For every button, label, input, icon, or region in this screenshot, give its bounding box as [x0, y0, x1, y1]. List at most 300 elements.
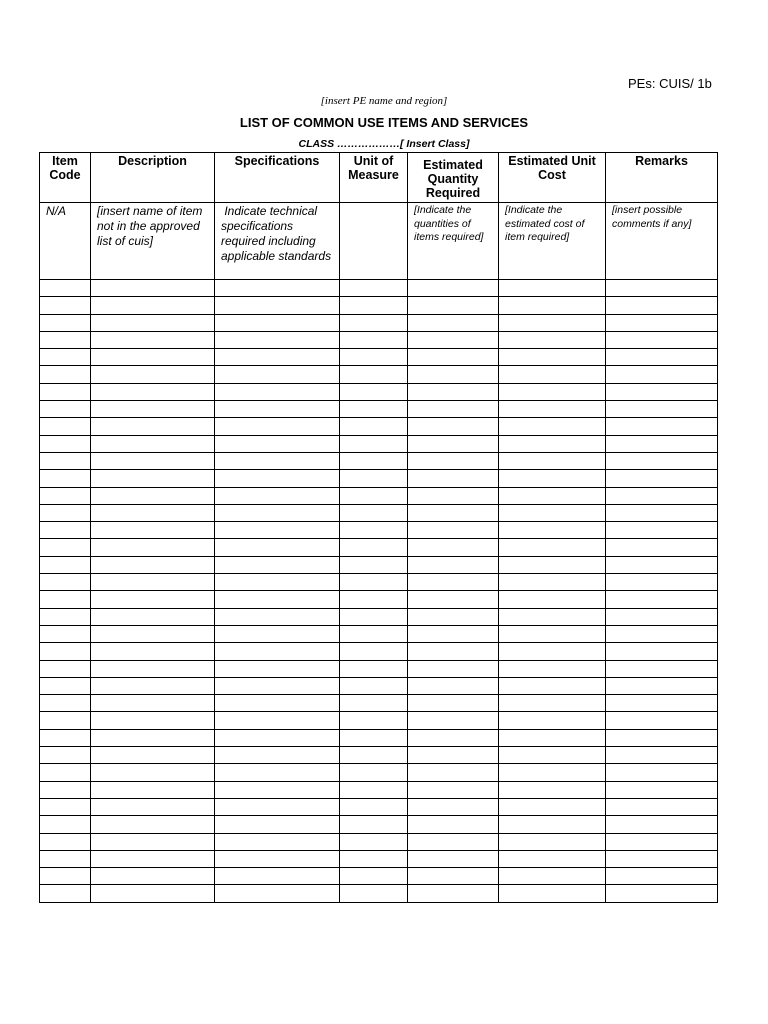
table-cell[interactable] [215, 280, 340, 297]
table-cell[interactable] [408, 556, 499, 573]
table-row [40, 487, 718, 504]
table-cell[interactable] [40, 712, 91, 729]
table-cell[interactable] [40, 747, 91, 764]
table-row [40, 280, 718, 297]
table-row [40, 781, 718, 798]
table-row [40, 625, 718, 642]
table-cell[interactable] [340, 781, 408, 798]
table-cell[interactable] [499, 677, 606, 694]
table-cell[interactable] [340, 487, 408, 504]
table-cell[interactable] [40, 401, 91, 418]
table-cell[interactable] [91, 556, 215, 573]
table-cell[interactable] [215, 383, 340, 400]
table-cell[interactable] [606, 280, 718, 297]
table-cell[interactable] [499, 452, 606, 469]
table-cell[interactable] [40, 625, 91, 642]
table-cell[interactable] [408, 781, 499, 798]
table-cell[interactable] [408, 729, 499, 746]
table-cell[interactable] [340, 504, 408, 521]
table-cell[interactable] [408, 695, 499, 712]
sample-unit-of-measure [340, 203, 408, 280]
table-cell[interactable] [606, 539, 718, 556]
table-cell[interactable] [606, 452, 718, 469]
table-cell[interactable] [340, 297, 408, 314]
table-cell[interactable] [606, 850, 718, 867]
table-row [40, 297, 718, 314]
table-cell[interactable] [499, 331, 606, 348]
table-cell[interactable] [606, 764, 718, 781]
table-cell[interactable] [499, 643, 606, 660]
table-cell[interactable] [215, 522, 340, 539]
table-cell[interactable] [91, 695, 215, 712]
table-cell[interactable] [40, 487, 91, 504]
table-cell[interactable] [606, 885, 718, 902]
table-cell[interactable] [91, 885, 215, 902]
table-cell[interactable] [340, 556, 408, 573]
table-cell[interactable] [408, 452, 499, 469]
table-cell[interactable] [408, 435, 499, 452]
table-cell[interactable] [340, 366, 408, 383]
table-cell[interactable] [408, 297, 499, 314]
table-cell[interactable] [91, 522, 215, 539]
table-cell[interactable] [499, 729, 606, 746]
table-cell[interactable] [499, 574, 606, 591]
table-cell[interactable] [606, 331, 718, 348]
table-row [40, 591, 718, 608]
items-table [39, 152, 718, 903]
table-cell[interactable] [606, 522, 718, 539]
table-row [40, 712, 718, 729]
table-cell[interactable] [408, 816, 499, 833]
table-cell[interactable] [606, 712, 718, 729]
table-cell[interactable] [408, 401, 499, 418]
sample-item-code: N/A [40, 203, 91, 280]
table-cell[interactable] [215, 643, 340, 660]
table-cell[interactable] [408, 712, 499, 729]
table-cell[interactable] [91, 677, 215, 694]
table-cell[interactable] [40, 383, 91, 400]
table-cell[interactable] [40, 366, 91, 383]
table-cell[interactable] [606, 349, 718, 366]
table-cell[interactable] [340, 470, 408, 487]
table-row [40, 418, 718, 435]
table-cell[interactable] [215, 591, 340, 608]
table-cell[interactable] [40, 314, 91, 331]
table-cell[interactable] [340, 625, 408, 642]
table-cell[interactable] [40, 522, 91, 539]
table-cell[interactable] [91, 591, 215, 608]
sample-remarks: [insert possible comments if any] [606, 203, 718, 280]
table-cell[interactable] [408, 349, 499, 366]
table-cell[interactable] [340, 747, 408, 764]
table-row [40, 764, 718, 781]
table-cell[interactable] [606, 729, 718, 746]
table-row [40, 798, 718, 815]
table-cell[interactable] [215, 539, 340, 556]
table-cell[interactable] [40, 591, 91, 608]
table-cell[interactable] [215, 349, 340, 366]
table-cell[interactable] [340, 695, 408, 712]
table-cell[interactable] [499, 280, 606, 297]
table-row [40, 522, 718, 539]
table-cell[interactable] [215, 781, 340, 798]
table-cell[interactable] [499, 366, 606, 383]
table-cell[interactable] [215, 729, 340, 746]
table-cell[interactable] [91, 850, 215, 867]
table-cell[interactable] [408, 487, 499, 504]
table-cell[interactable] [606, 608, 718, 625]
table-row [40, 539, 718, 556]
table-cell[interactable] [40, 816, 91, 833]
table-cell[interactable] [91, 280, 215, 297]
table-cell[interactable] [215, 695, 340, 712]
table-cell[interactable] [215, 850, 340, 867]
table-cell[interactable] [499, 487, 606, 504]
column-header-estimated-unit-cost: Estimated Unit Cost [499, 153, 606, 203]
table-cell[interactable] [408, 504, 499, 521]
table-cell[interactable] [408, 677, 499, 694]
table-cell[interactable] [606, 677, 718, 694]
table-cell[interactable] [499, 556, 606, 573]
table-cell[interactable] [408, 418, 499, 435]
table-cell[interactable] [408, 314, 499, 331]
table-row [40, 435, 718, 452]
table-cell[interactable] [40, 435, 91, 452]
table-cell[interactable] [215, 452, 340, 469]
table-cell[interactable] [499, 591, 606, 608]
table-cell[interactable] [340, 660, 408, 677]
table-cell[interactable] [499, 539, 606, 556]
column-header-remarks: Remarks [606, 153, 718, 203]
table-cell[interactable] [408, 885, 499, 902]
table-cell[interactable] [215, 418, 340, 435]
table-cell[interactable] [40, 833, 91, 850]
table-cell[interactable] [340, 349, 408, 366]
table-cell[interactable] [340, 280, 408, 297]
table-cell[interactable] [91, 401, 215, 418]
table-cell[interactable] [40, 297, 91, 314]
table-row [40, 660, 718, 677]
table-cell[interactable] [340, 539, 408, 556]
table-cell[interactable] [40, 608, 91, 625]
table-row [40, 695, 718, 712]
table-cell[interactable] [499, 522, 606, 539]
table-cell[interactable] [215, 556, 340, 573]
class-line: CLASS ………………[ Insert Class] [298, 138, 470, 150]
table-cell[interactable] [499, 816, 606, 833]
table-cell[interactable] [91, 747, 215, 764]
table-cell[interactable] [91, 470, 215, 487]
table-cell[interactable] [215, 885, 340, 902]
table-cell[interactable] [499, 418, 606, 435]
table-cell[interactable] [606, 591, 718, 608]
table-cell[interactable] [91, 383, 215, 400]
table-row [40, 504, 718, 521]
table-cell[interactable] [91, 574, 215, 591]
table-cell[interactable] [40, 452, 91, 469]
table-cell[interactable] [499, 401, 606, 418]
table-cell[interactable] [91, 297, 215, 314]
table-cell[interactable] [408, 868, 499, 885]
table-cell[interactable] [91, 366, 215, 383]
table-cell[interactable] [340, 643, 408, 660]
table-cell[interactable] [215, 868, 340, 885]
table-cell[interactable] [215, 574, 340, 591]
table-cell[interactable] [340, 816, 408, 833]
table-cell[interactable] [91, 798, 215, 815]
document-title: LIST OF COMMON USE ITEMS AND SERVICES [239, 115, 529, 130]
table-cell[interactable] [215, 816, 340, 833]
table-cell[interactable] [499, 314, 606, 331]
table-cell[interactable] [606, 487, 718, 504]
table-cell[interactable] [340, 885, 408, 902]
table-cell[interactable] [340, 798, 408, 815]
table-cell[interactable] [40, 764, 91, 781]
table-cell[interactable] [499, 868, 606, 885]
table-cell[interactable] [340, 383, 408, 400]
table-cell[interactable] [499, 764, 606, 781]
table-cell[interactable] [606, 625, 718, 642]
table-cell[interactable] [91, 539, 215, 556]
table-row [40, 314, 718, 331]
table-cell[interactable] [40, 695, 91, 712]
table-cell[interactable] [499, 297, 606, 314]
table-cell[interactable] [408, 747, 499, 764]
table-cell[interactable] [340, 608, 408, 625]
table-cell[interactable] [91, 487, 215, 504]
table-cell[interactable] [408, 574, 499, 591]
table-cell[interactable] [340, 331, 408, 348]
table-cell[interactable] [499, 850, 606, 867]
table-cell[interactable] [340, 833, 408, 850]
table-cell[interactable] [499, 625, 606, 642]
table-cell[interactable] [40, 868, 91, 885]
table-cell[interactable] [606, 470, 718, 487]
table-cell[interactable] [606, 816, 718, 833]
table-cell[interactable] [91, 314, 215, 331]
table-cell[interactable] [215, 764, 340, 781]
table-cell[interactable] [91, 712, 215, 729]
table-cell[interactable] [408, 850, 499, 867]
table-cell[interactable] [215, 297, 340, 314]
table-cell[interactable] [499, 885, 606, 902]
table-row [40, 868, 718, 885]
table-cell[interactable] [499, 383, 606, 400]
table-row [40, 574, 718, 591]
table-cell[interactable] [499, 435, 606, 452]
table-cell[interactable] [340, 574, 408, 591]
table-cell[interactable] [606, 868, 718, 885]
table-row [40, 331, 718, 348]
table-cell[interactable] [606, 314, 718, 331]
table-cell[interactable] [40, 418, 91, 435]
table-cell[interactable] [408, 643, 499, 660]
table-cell[interactable] [606, 833, 718, 850]
table-cell[interactable] [340, 418, 408, 435]
table-row [40, 401, 718, 418]
table-cell[interactable] [340, 729, 408, 746]
table-cell[interactable] [215, 504, 340, 521]
table-cell[interactable] [606, 366, 718, 383]
table-cell[interactable] [91, 504, 215, 521]
table-cell[interactable] [340, 314, 408, 331]
table-cell[interactable] [40, 781, 91, 798]
table-cell[interactable] [499, 608, 606, 625]
table-row [40, 349, 718, 366]
table-cell[interactable] [215, 366, 340, 383]
table-row [40, 885, 718, 902]
table-cell[interactable] [215, 314, 340, 331]
table-cell[interactable] [606, 695, 718, 712]
table-cell[interactable] [499, 504, 606, 521]
table-cell[interactable] [215, 677, 340, 694]
table-cell[interactable] [91, 781, 215, 798]
pe-name-placeholder: [insert PE name and region] [320, 95, 448, 107]
table-cell[interactable] [340, 435, 408, 452]
table-cell[interactable] [91, 349, 215, 366]
table-cell[interactable] [606, 574, 718, 591]
table-cell[interactable] [340, 452, 408, 469]
table-cell[interactable] [40, 574, 91, 591]
table-cell[interactable] [40, 677, 91, 694]
table-cell[interactable] [40, 798, 91, 815]
table-cell[interactable] [499, 695, 606, 712]
table-row [40, 643, 718, 660]
table-cell[interactable] [40, 556, 91, 573]
table-cell[interactable] [408, 625, 499, 642]
table-cell[interactable] [215, 331, 340, 348]
table-cell[interactable] [215, 712, 340, 729]
table-cell[interactable] [91, 729, 215, 746]
table-cell[interactable] [91, 452, 215, 469]
table-cell[interactable] [499, 833, 606, 850]
table-cell[interactable] [91, 608, 215, 625]
table-cell[interactable] [408, 522, 499, 539]
table-cell[interactable] [40, 280, 91, 297]
table-cell[interactable] [91, 418, 215, 435]
table-cell[interactable] [215, 487, 340, 504]
table-cell[interactable] [91, 435, 215, 452]
form-code: PEs: CUIS/ 1b [628, 76, 712, 91]
table-cell[interactable] [499, 747, 606, 764]
sample-estimated-quantity: [Indicate the quantities of items required] [408, 203, 499, 280]
table-cell[interactable] [215, 470, 340, 487]
table-cell[interactable] [91, 868, 215, 885]
table-cell[interactable] [606, 383, 718, 400]
table-cell[interactable] [606, 798, 718, 815]
table-row [40, 850, 718, 867]
table-cell[interactable] [40, 470, 91, 487]
table-cell[interactable] [340, 591, 408, 608]
table-cell[interactable] [408, 470, 499, 487]
table-cell[interactable] [340, 868, 408, 885]
table-cell[interactable] [40, 885, 91, 902]
table-cell[interactable] [499, 781, 606, 798]
table-row [40, 677, 718, 694]
table-cell[interactable] [91, 833, 215, 850]
table-cell[interactable] [606, 435, 718, 452]
table-cell[interactable] [340, 522, 408, 539]
column-header-specifications: Specifications [215, 153, 340, 203]
table-cell[interactable] [408, 608, 499, 625]
table-cell[interactable] [499, 798, 606, 815]
table-cell[interactable] [408, 833, 499, 850]
table-cell[interactable] [499, 660, 606, 677]
table-cell[interactable] [408, 764, 499, 781]
table-cell[interactable] [606, 556, 718, 573]
table-cell[interactable] [215, 833, 340, 850]
table-row [40, 608, 718, 625]
table-row [40, 729, 718, 746]
table-cell[interactable] [91, 660, 215, 677]
table-cell[interactable] [499, 470, 606, 487]
table-cell[interactable] [606, 660, 718, 677]
table-cell[interactable] [91, 816, 215, 833]
column-header-description: Description [91, 153, 215, 203]
table-cell[interactable] [215, 660, 340, 677]
table-cell[interactable] [340, 850, 408, 867]
table-cell[interactable] [215, 798, 340, 815]
table-cell[interactable] [40, 349, 91, 366]
table-cell[interactable] [408, 591, 499, 608]
table-cell[interactable] [91, 643, 215, 660]
table-cell[interactable] [606, 747, 718, 764]
table-cell[interactable] [340, 401, 408, 418]
table-cell[interactable] [606, 504, 718, 521]
table-cell[interactable] [91, 764, 215, 781]
table-cell[interactable] [408, 280, 499, 297]
table-cell[interactable] [91, 625, 215, 642]
table-cell[interactable] [340, 677, 408, 694]
table-cell[interactable] [408, 660, 499, 677]
table-cell[interactable] [40, 729, 91, 746]
table-cell[interactable] [40, 539, 91, 556]
table-row [40, 452, 718, 469]
column-header-item-code: Item Code [40, 153, 91, 203]
table-cell[interactable] [215, 401, 340, 418]
sample-row [40, 203, 718, 280]
sample-estimated-unit-cost: [Indicate the estimated cost of item required] [499, 203, 606, 280]
table-cell[interactable] [606, 643, 718, 660]
table-cell[interactable] [606, 781, 718, 798]
table-cell[interactable] [340, 712, 408, 729]
table-cell[interactable] [408, 539, 499, 556]
table-cell[interactable] [215, 608, 340, 625]
table-cell[interactable] [40, 643, 91, 660]
table-cell[interactable] [408, 366, 499, 383]
table-cell[interactable] [606, 297, 718, 314]
table-cell[interactable] [215, 435, 340, 452]
table-cell[interactable] [606, 401, 718, 418]
table-cell[interactable] [499, 349, 606, 366]
table-cell[interactable] [91, 331, 215, 348]
table-cell[interactable] [408, 383, 499, 400]
table-cell[interactable] [340, 764, 408, 781]
table-row [40, 366, 718, 383]
table-cell[interactable] [40, 331, 91, 348]
table-cell[interactable] [408, 331, 499, 348]
table-cell[interactable] [606, 418, 718, 435]
table-cell[interactable] [499, 712, 606, 729]
table-cell[interactable] [40, 660, 91, 677]
table-cell[interactable] [40, 850, 91, 867]
table-row [40, 383, 718, 400]
table-cell[interactable] [215, 625, 340, 642]
table-cell[interactable] [40, 504, 91, 521]
table-cell[interactable] [215, 747, 340, 764]
table-cell[interactable] [408, 798, 499, 815]
table-row [40, 833, 718, 850]
